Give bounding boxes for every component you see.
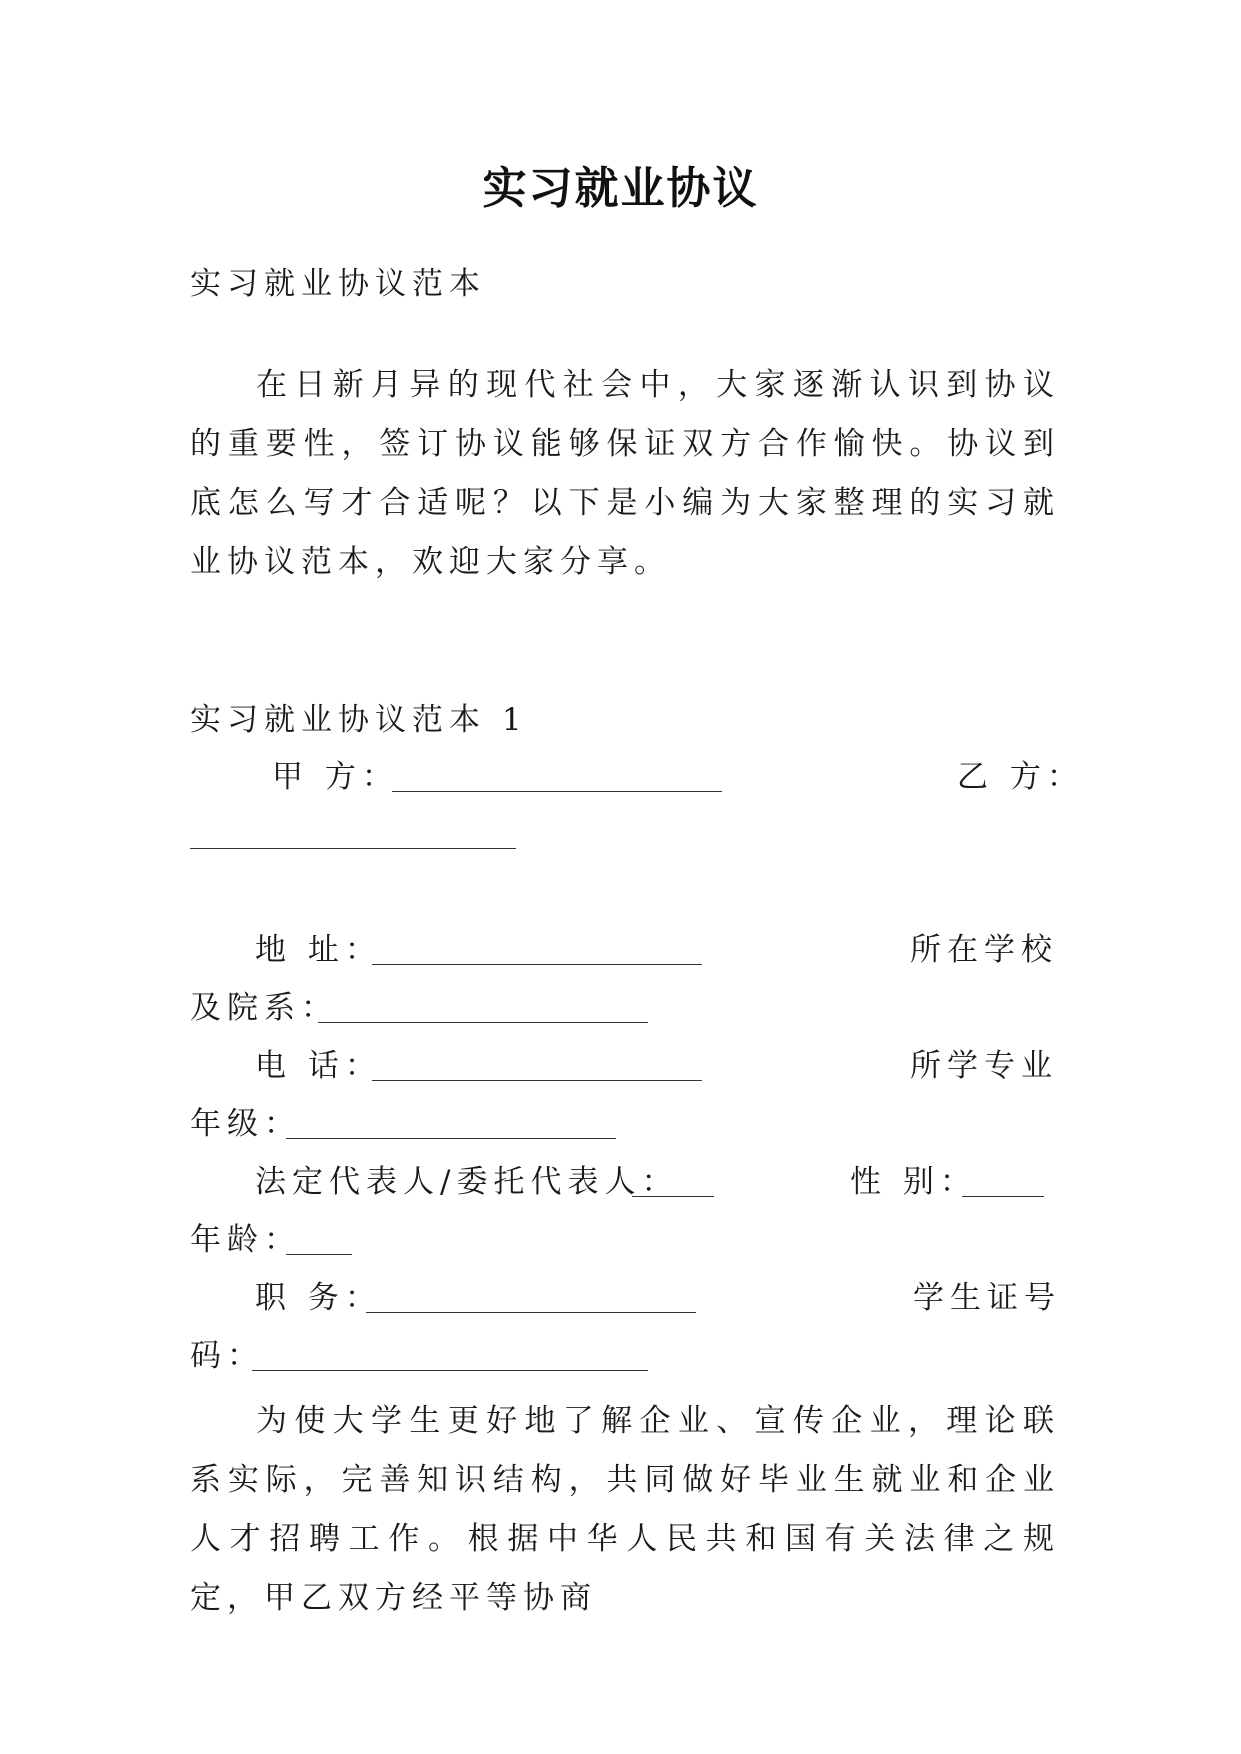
school-blank (318, 1021, 648, 1023)
purpose-paragraph: 为使大学生更好地了解企业、宣传企业，理论联系实际，完善知识结构，共同做好毕业生就业和企业人才招聘工作。根据中华人民共和国有关法律之规定，甲乙双方经平等协商 (190, 1403, 1060, 1616)
student-id-label: 学生证号 (913, 1280, 1061, 1316)
phone-blank (372, 1079, 702, 1081)
age-blank (286, 1253, 352, 1255)
address-blank (372, 963, 702, 965)
gender-blank (962, 1195, 1044, 1197)
school-label-cont: 及院系： (190, 990, 338, 1026)
phone-label: 电 话： (255, 1048, 382, 1084)
student-id-blank (252, 1369, 648, 1371)
gender-label: 性 别： (850, 1164, 977, 1200)
major-blank (286, 1137, 616, 1139)
party-a-blank (392, 790, 722, 792)
major-label: 所学专业 (910, 1048, 1058, 1084)
party-b-label: 乙 方： (957, 759, 1084, 795)
subtitle: 实习就业协议范本 (190, 266, 486, 302)
age-label: 年龄： (190, 1222, 301, 1258)
position-label: 职 务： (255, 1280, 382, 1316)
sample-heading: 实习就业协议范本 1 (190, 702, 528, 738)
party-a-label: 甲 方： (272, 759, 399, 795)
position-blank (366, 1311, 696, 1313)
party-b-blank (190, 847, 516, 849)
student-id-label-cont: 码： (190, 1338, 264, 1374)
legal-rep-blank (632, 1195, 714, 1197)
major-label-cont: 年级： (190, 1106, 301, 1142)
school-label: 所在学校 (910, 932, 1058, 968)
intro-paragraph: 在日新月异的现代社会中，大家逐渐认识到协议的重要性，签订协议能够保证双方合作愉快。协议到底怎么写才合适呢？以下是小编为大家整理的实习就业协议范本，欢迎大家分享。 (190, 367, 1060, 580)
legal-rep-label: 法定代表人/委托代表人： (255, 1164, 679, 1200)
address-label: 地 址： (255, 932, 382, 968)
document-title: 实习就业协议 (482, 163, 759, 214)
